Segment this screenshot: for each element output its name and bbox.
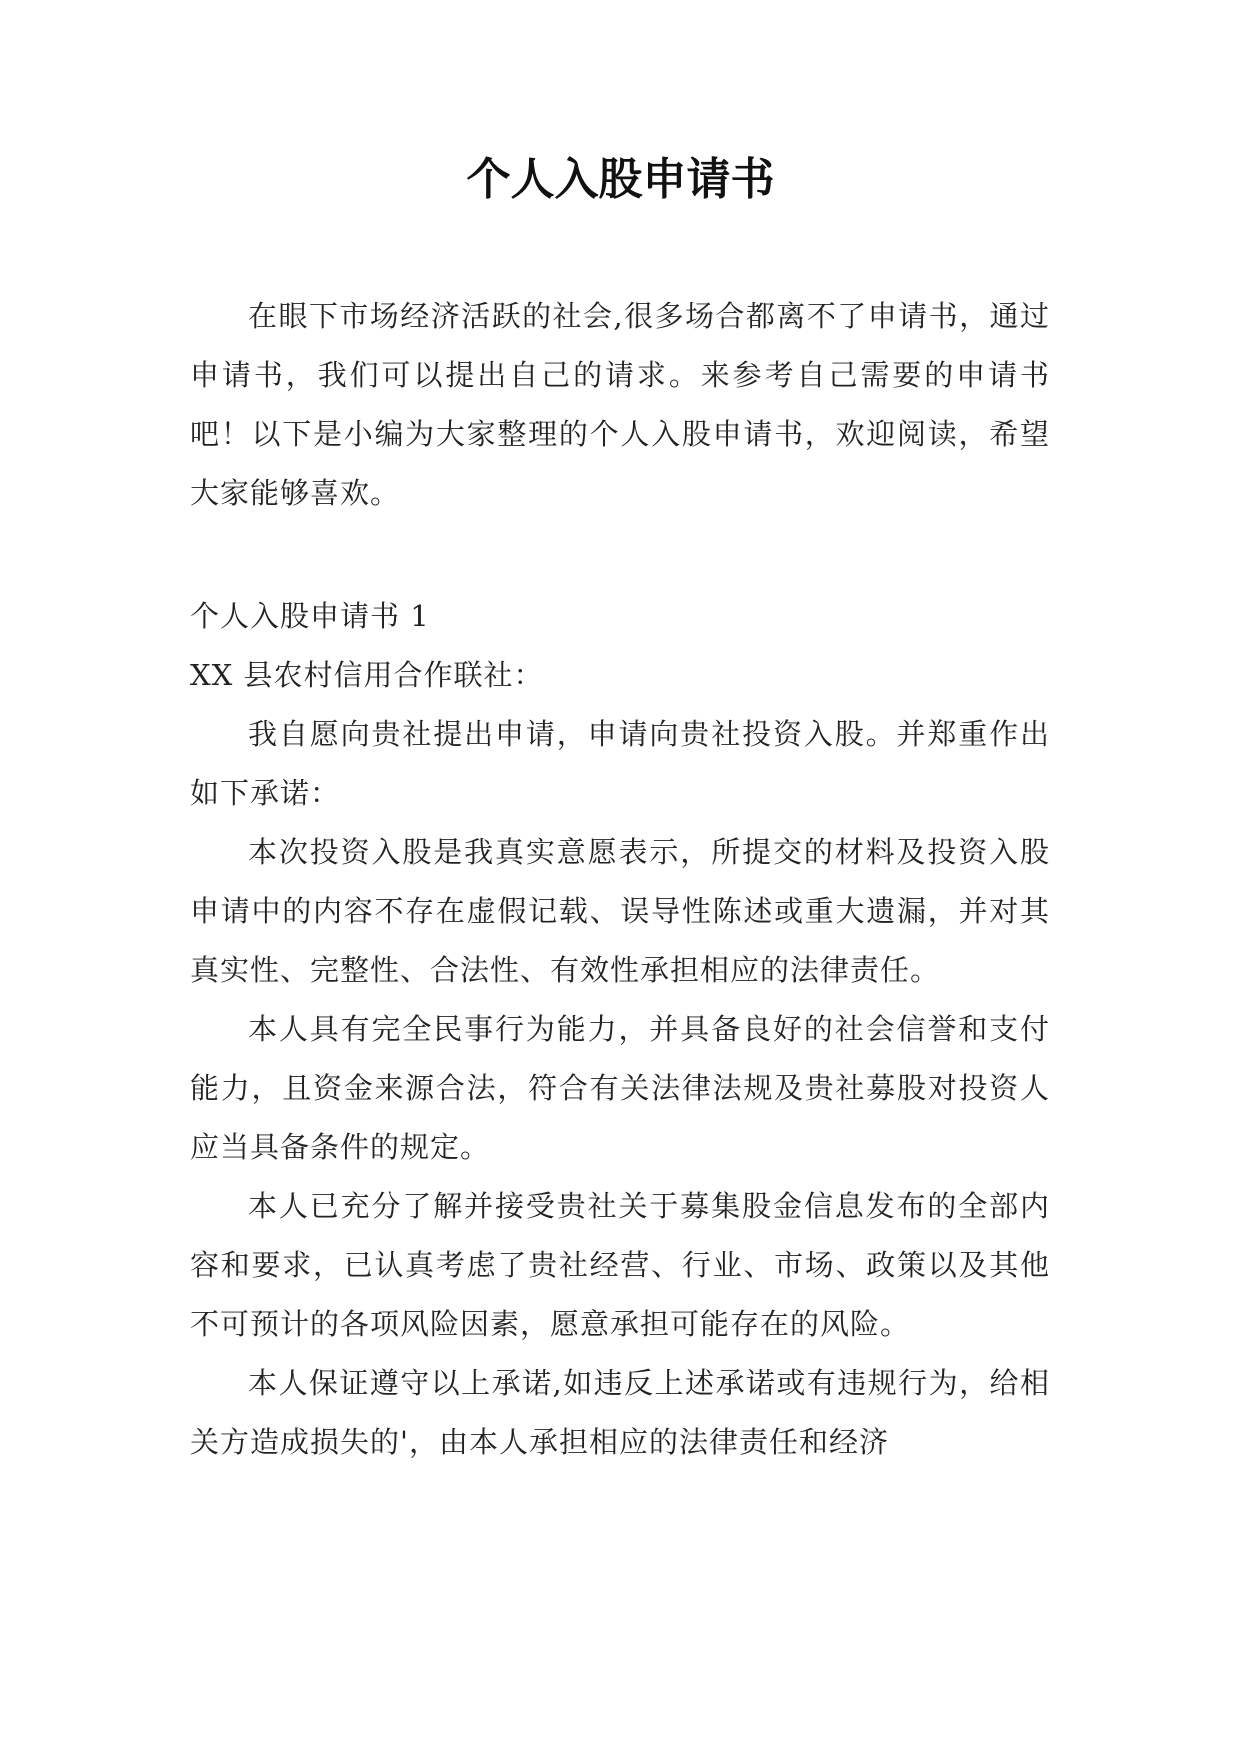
intro-paragraph: 在眼下市场经济活跃的社会,很多场合都离不了申请书，通过申请书，我们可以提出自己的请求。来参考自己需要的申请书吧！以下是小编为大家整理的个人入股申请书，欢迎阅读，希望大家能够喜欢。	[190, 299, 1050, 510]
body-paragraph-4: 本人已充分了解并接受贵社关于募集股金信息发布的全部内容和要求，已认真考虑了贵社经营、行业、市场、政策以及其他不可预计的各项风险因素，愿意承担可能存在的风险。	[190, 1189, 1050, 1341]
body-paragraph-2: 本次投资入股是我真实意愿表示，所提交的材料及投资入股申请中的内容不存在虚假记载、误导性陈述或重大遗漏，并对其真实性、完整性、合法性、有效性承担相应的法律责任。	[190, 835, 1050, 987]
document-title: 个人入股申请书	[466, 154, 775, 205]
body-paragraph-5: 本人保证遵守以上承诺,如违反上述承诺或有违规行为，给相关方造成损失的'，由本人承担相应的法律责任和经济	[190, 1366, 1050, 1459]
section-heading: 个人入股申请书 1	[190, 599, 430, 633]
body-paragraph-3: 本人具有完全民事行为能力，并具备良好的社会信誉和支付能力，且资金来源合法，符合有关法律法规及贵社募股对投资人应当具备条件的规定。	[190, 1012, 1050, 1164]
body-paragraph-1: 我自愿向贵社提出申请，申请向贵社投资入股。并郑重作出如下承诺：	[190, 717, 1050, 810]
salutation: XX 县农村信用合作联社：	[190, 658, 544, 692]
document-body	[190, 287, 1050, 1472]
